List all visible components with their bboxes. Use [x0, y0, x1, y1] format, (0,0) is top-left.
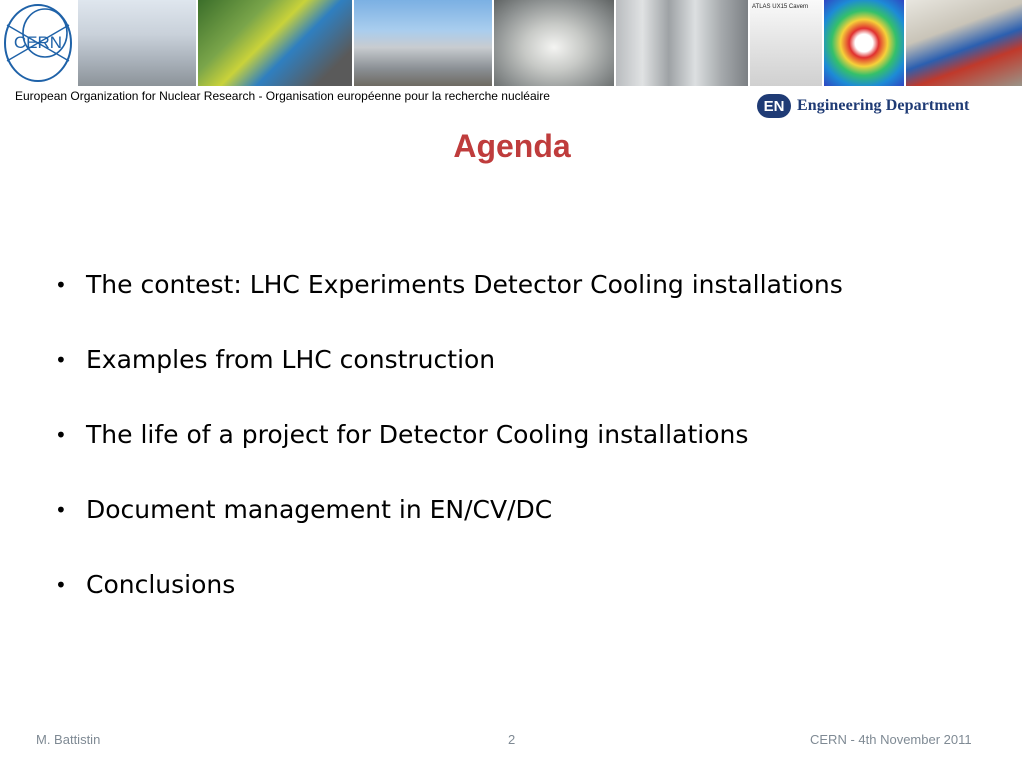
- footer-page-number: 2: [508, 732, 516, 747]
- agenda-list: [55, 268, 843, 643]
- agenda-item: [55, 343, 843, 418]
- agenda-item: [55, 268, 843, 343]
- agenda-item-text: Document management in EN/CV/DC: [86, 495, 553, 524]
- department-name: Engineering Department: [797, 97, 970, 114]
- footer-event-date: CERN - 4th November 2011: [810, 732, 972, 747]
- bullet-icon: •: [55, 573, 67, 597]
- banner-photo-thermal-simulation: [822, 0, 904, 86]
- footer-author: M. Battistin: [36, 732, 101, 747]
- agenda-item: [55, 493, 843, 568]
- cern-logo-mark: [3, 3, 73, 83]
- bullet-icon: •: [55, 498, 67, 522]
- department-badge: EN: [757, 94, 791, 118]
- agenda-item-text: The contest: LHC Experiments Detector Cooling installations: [86, 270, 843, 299]
- engineering-department-logo: [757, 93, 1007, 119]
- slide-title: Agenda: [453, 128, 571, 164]
- banner-photo-vessels: [614, 0, 748, 86]
- organization-name: European Organization for Nuclear Research - Organisation européenne pour la recherche nucléaire: [15, 89, 550, 103]
- banner-photo-pump-station: [196, 0, 352, 86]
- agenda-item-text: Examples from LHC construction: [86, 345, 496, 374]
- agenda-item-text: The life of a project for Detector Cooling installations: [86, 420, 749, 449]
- banner-photo-rooftop-coolers: [352, 0, 492, 86]
- header-banner: [0, 0, 1024, 86]
- banner-photo-tunnel: [492, 0, 614, 86]
- cern-logo: [0, 0, 76, 86]
- agenda-item-text: Conclusions: [86, 570, 236, 599]
- banner-photo-plant-room: [904, 0, 1022, 86]
- bullet-icon: •: [55, 348, 67, 372]
- bullet-icon: •: [55, 273, 67, 297]
- agenda-item: [55, 568, 843, 643]
- banner-photo-atlas-cavern: [748, 0, 822, 86]
- atlas-caption: ATLAS UX15 Cavern: [752, 4, 809, 10]
- bullet-icon: •: [55, 423, 67, 447]
- cern-logo-text: CERN: [13, 33, 63, 52]
- banner-photo-cooling-towers: [76, 0, 196, 86]
- agenda-item: [55, 418, 843, 493]
